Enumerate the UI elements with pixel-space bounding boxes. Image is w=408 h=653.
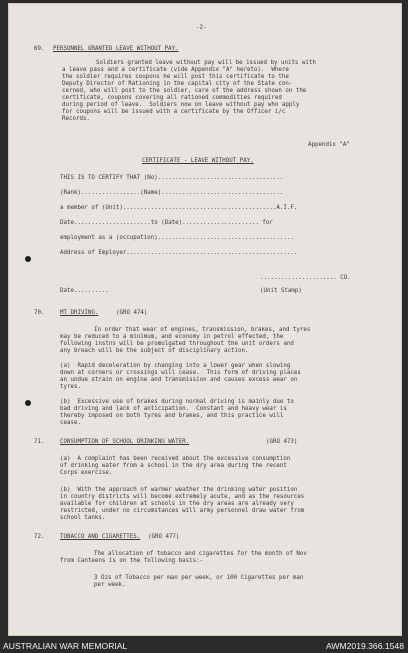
section-72-line: from Canteens is on the following basis:- (60, 558, 204, 564)
section-71-line: in country districts will become extremely acute, and as the resources (60, 494, 305, 500)
certificate-line: (Rank).................(Name)................................... (60, 190, 284, 196)
section-71-line: (b) With the approach of warmer weather the drinking water position (60, 487, 298, 493)
section-70-line: tyres. (60, 384, 81, 390)
section-69-line: Records. (62, 116, 90, 122)
section-70-number: 70. (34, 310, 45, 316)
certificate-date: Date.......... (60, 288, 109, 294)
footer-institution: AUSTRALIAN WAR MEMORIAL (3, 641, 128, 651)
certificate-line: THIS IS TO CERTIFY THAT (No).................................... (60, 175, 284, 181)
certificate-unit-stamp: (Unit Stamp) (260, 288, 302, 294)
section-70-line: following instns will be promulgated throughout the unit orders and (60, 341, 294, 347)
section-71-ref: (GRO 473) (266, 439, 298, 445)
section-71-number: 71. (34, 439, 45, 445)
section-69-line: Soldiers granted leave without pay will be issued by units with (96, 60, 316, 66)
punch-hole (25, 256, 31, 262)
section-69-line: cerned, who will post to the soldier, care of the address shown on the (62, 88, 307, 94)
section-69-line: certificate, coupons covering all rationed commodities required (62, 95, 282, 101)
document-page (8, 3, 402, 636)
appendix-label: Appendix "A" (308, 142, 350, 148)
section-70-title: MT DRIVING. (60, 310, 99, 316)
section-71-line: (a) A complaint has been received about the excessive consumption (60, 456, 291, 462)
section-71-line: restricted, under no circumstances will army personnel draw water from (60, 508, 305, 514)
section-71-line: Corps exercise. (60, 470, 113, 476)
section-71-line: of drinking water from a school in the dry area during the recent (60, 463, 287, 469)
section-69-line: the soldier requires coupons he will post this certificate to the (62, 74, 289, 80)
section-69-line: a leave pass and a certificate (vide Appendix "A" hereto). Where (62, 67, 289, 73)
page-number: -2- (196, 25, 207, 31)
section-70-ref: (GRO 474) (116, 310, 148, 316)
section-72-title: TOBACCO AND CIGARETTES. (60, 534, 141, 540)
section-70-line: In order that wear of engines, transmission, brakes, and tyres (94, 327, 311, 333)
section-70-line: thereby imposed on both tyres and brakes, and this practice will (60, 413, 284, 419)
section-72-line: per week. (94, 582, 126, 588)
section-69-title: PERSONNEL GRANTED LEAVE WITHOUT PAY. (53, 46, 179, 52)
section-70-line: (b) Excessive use of brakes during normal driving is mainly due to (60, 399, 294, 405)
section-72-line: 3 Ozs of Tobacco per man per week, or 100 Cigarettes per man (94, 575, 304, 581)
section-70-line: an undue strain on engine and transmission and causes excess wear on (60, 377, 298, 383)
footer-bar (0, 639, 408, 653)
section-71-title: CONSUMPTION OF SCHOOL DRINKING WATER. (60, 439, 190, 445)
section-72-number: 72. (34, 534, 45, 540)
punch-hole (25, 400, 31, 406)
section-69-line: during period of leave. Soldiers now on leave without pay who apply (62, 102, 300, 108)
section-70-line: any breach will be the subject of disciplinary action. (60, 348, 249, 354)
footer-accession-id: AWM2019.366.1548 (325, 641, 404, 651)
certificate-line: Date......................to (Date)...................... for (60, 220, 273, 226)
certificate-line: employment as a (occupation)....................................... (60, 235, 294, 241)
section-70-line: cease. (60, 420, 81, 426)
section-71-line: available for children at schools in the dry areas are already very (60, 501, 294, 507)
certificate-title: CERTIFICATE - LEAVE WITHOUT PAY. (142, 158, 254, 164)
certificate-co-line: ...................... CO. (260, 275, 351, 281)
section-72-ref: (GRO 477) (148, 534, 180, 540)
section-70-line: may be reduced to a minimum, and economy in petrol effected, the (60, 334, 284, 340)
section-70-line: (a) Rapid deceleration by changing into a lower gear when slowing (60, 363, 291, 369)
certificate-line: Address of Employer................................................. (60, 250, 298, 256)
section-69-line: Deputy Director of Rationing in the capital city of the State con- (62, 81, 293, 87)
section-69-number: 69. (34, 46, 45, 52)
certificate-line: a member of (Unit)............................................A.I.F. (60, 205, 298, 211)
section-70-line: down at corners or crossings will cease. This form of driving places (60, 370, 301, 376)
section-71-line: school tanks. (60, 515, 106, 521)
section-70-line: bad driving and lack of anticipation. Constant and heavy wear is (60, 406, 287, 412)
section-69-line: for coupons will be issued with a certificate by the Officer i/c (62, 109, 286, 115)
section-72-line: The allocation of tobacco and cigarettes for the month of Nov (94, 551, 307, 557)
